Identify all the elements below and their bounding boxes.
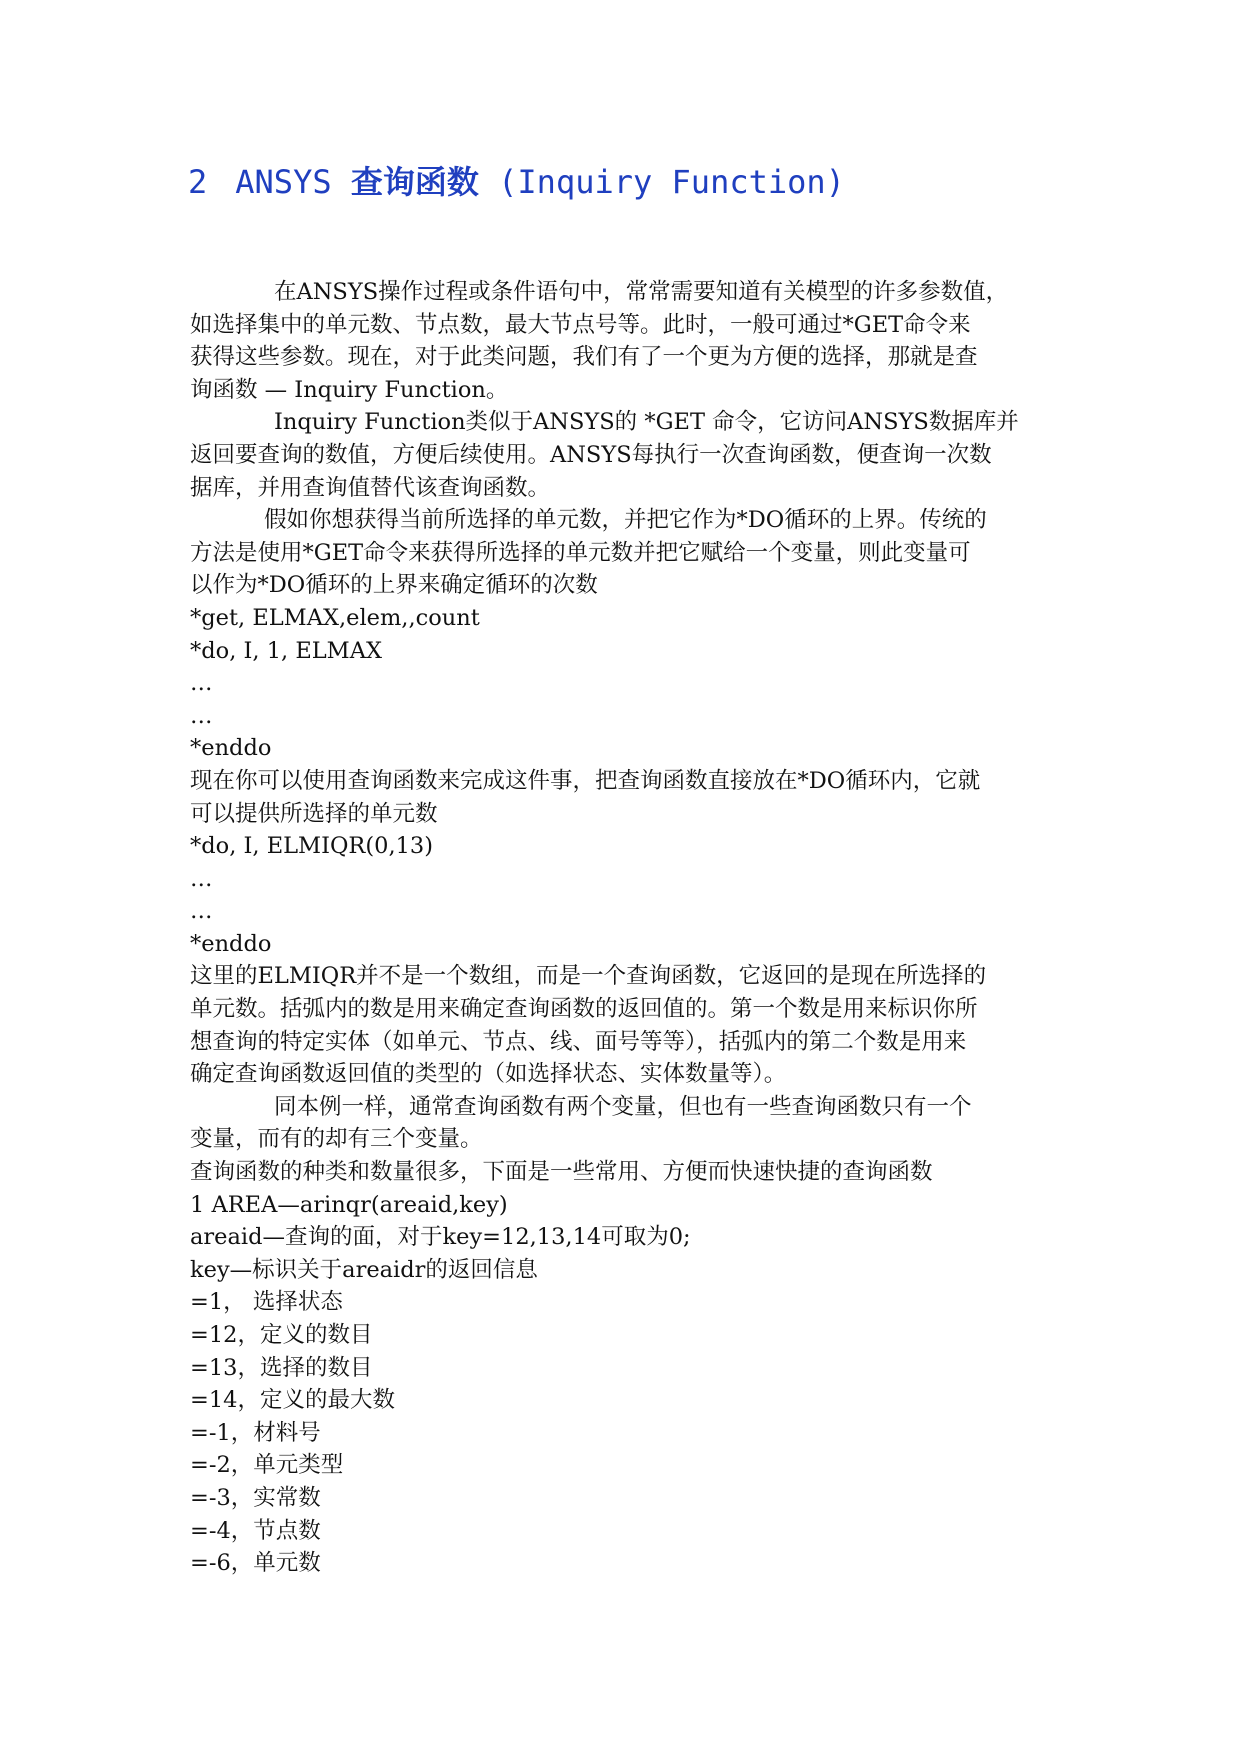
text-line: 想查询的特定实体（如单元、节点、线、面号等等），括弧内的第二个数是用来 <box>190 1028 967 1055</box>
text-line: … <box>190 898 213 925</box>
text-line: *get, ELMAX,elem,,count <box>190 604 480 631</box>
text-line: 在ANSYS操作过程或条件语句中，常常需要知道有关模型的许多参数值， <box>274 279 1009 305</box>
text-line: 如选择集中的单元数、节点数，最大节点号等。此时，一般可通过*GET命令来 <box>190 311 971 338</box>
section-number: 2 <box>188 163 208 201</box>
text-line: =-1，材料号 <box>190 1419 321 1446</box>
text-line: =-2，单元类型 <box>190 1452 344 1479</box>
text-line: areaid—查询的面，对于key=12,13,14可取为0; <box>190 1224 691 1251</box>
text-line: 现在你可以使用查询函数来完成这件事，把查询函数直接放在*DO循环内，它就 <box>190 767 981 794</box>
text-line: 获得这些参数。现在，对于此类问题，我们有了一个更为方便的选择，那就是查 <box>190 344 978 371</box>
text-line: 询函数 — Inquiry Function。 <box>190 376 509 403</box>
text-line: 确定查询函数返回值的类型的（如选择状态、实体数量等）。 <box>190 1061 787 1088</box>
text-line: 同本例一样，通常查询函数有两个变量，但也有一些查询函数只有一个 <box>274 1093 972 1120</box>
heading-title-cn: 查询函数 <box>350 163 479 201</box>
text-line: 可以提供所选择的单元数 <box>190 800 438 827</box>
text-line: =1， 选择状态 <box>190 1289 343 1316</box>
text-line: =14，定义的最大数 <box>190 1387 395 1414</box>
text-line: 假如你想获得当前所选择的单元数，并把它作为*DO循环的上界。传统的 <box>264 507 987 534</box>
heading-title-paren: (Inquiry Function) <box>498 163 845 201</box>
heading-title-en: ANSYS <box>235 163 332 201</box>
text-line: *enddo <box>190 735 272 762</box>
text-line: 方法是使用*GET命令来获得所选择的单元数并把它赋给一个变量，则此变量可 <box>190 539 971 566</box>
text-line: 1 AREA—arinqr(areaid,key) <box>190 1191 508 1218</box>
text-line: key—标识关于areaidr的返回信息 <box>190 1256 538 1283</box>
text-line: =13，选择的数目 <box>190 1354 373 1381</box>
text-line: 返回要查询的数值，方便后续使用。ANSYS每执行一次查询函数，便查询一次数 <box>190 441 992 468</box>
text-line: =-4，节点数 <box>190 1517 321 1544</box>
text-line: 据库，并用查询值替代该查询函数。 <box>190 474 551 501</box>
text-line: … <box>190 670 213 697</box>
text-line: 这里的ELMIQR并不是一个数组，而是一个查询函数，它返回的是现在所选择的 <box>190 963 987 990</box>
text-line: … <box>190 702 213 729</box>
section-heading <box>188 160 845 204</box>
text-line: *enddo <box>190 930 272 957</box>
text-line: =-6，单元数 <box>190 1550 321 1577</box>
text-line: Inquiry Function类似于ANSYS的 *GET 命令，它访问ANSYS数据库并 <box>274 409 1019 436</box>
body-text <box>190 276 1062 1580</box>
text-line: =12，定义的数目 <box>190 1322 373 1348</box>
text-line: =-3，实常数 <box>190 1484 321 1511</box>
text-line: *do, I, ELMIQR(0,13) <box>190 833 434 860</box>
text-line: 查询函数的种类和数量很多，下面是一些常用、方便而快速快捷的查询函数 <box>190 1159 933 1186</box>
text-line: 单元数。括弧内的数是用来确定查询函数的返回值的。第一个数是用来标识你所 <box>190 996 978 1023</box>
text-line: 变量，而有的却有三个变量。 <box>190 1126 483 1153</box>
text-line: 以作为*DO循环的上界来确定循环的次数 <box>190 572 598 599</box>
text-line: *do, I, 1, ELMAX <box>190 637 382 664</box>
text-line: … <box>190 865 213 892</box>
